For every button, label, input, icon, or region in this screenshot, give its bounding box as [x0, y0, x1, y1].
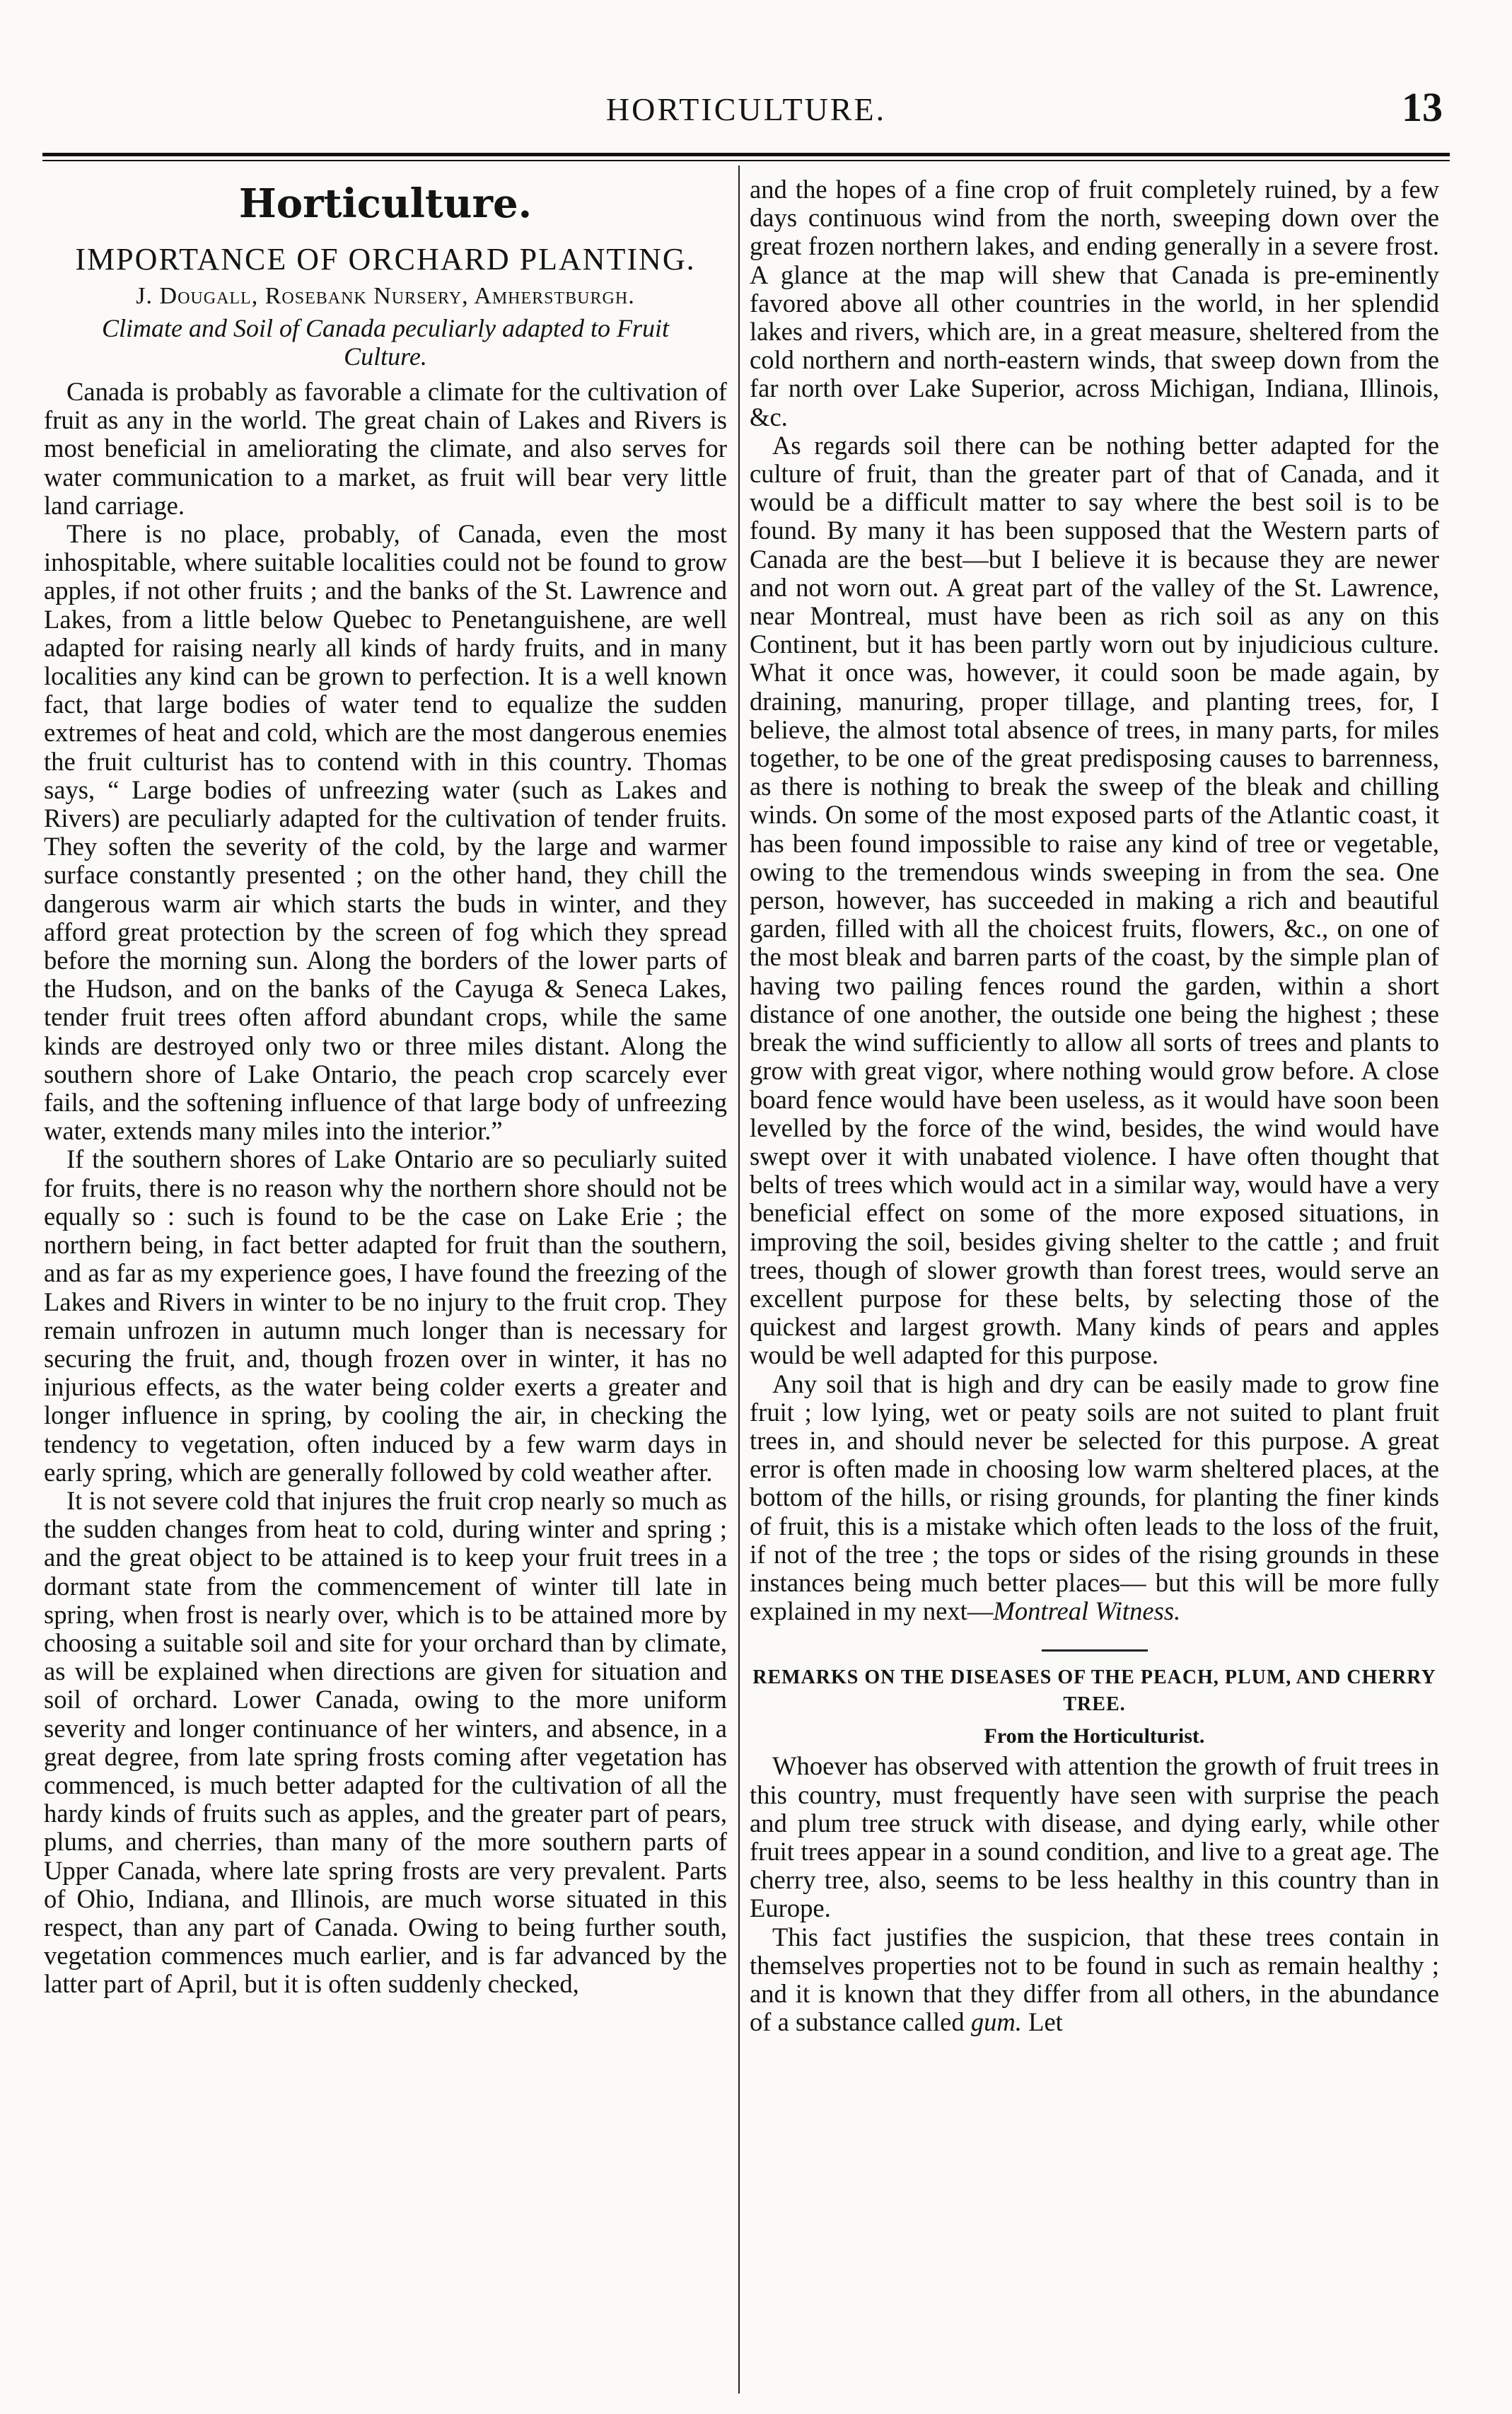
article-separator — [1042, 1649, 1148, 1652]
paragraph — [750, 1370, 1439, 1626]
paragraph: It is not severe cold that injures the fruit crop nearly so much as the sudden changes from heat to cold, during winter and spring ; and the great object to be attained is to keep your fruit trees in a dormant state from the commencement of winter till late in spring, when frost is nearly over, which is to be attained more by choosing a suitable soil and site for your orchard than by climate, as will be explained when directions are given for situation and soil of orchard. Lower Canada, owing to the more uniform severity and longer continuance of her winters, and absence, in a great degree, from late spring frosts coming after vegetation has commenced, is much better adapted for the cultivation of all the hardy kinds of fruits such as apples, and the greater part of pears, plums, and cherries, than many of the more southern parts of Upper Canada, where late spring frosts are very prevalent. Parts of Ohio, Indiana, and Illinois, are much worse situated in this respect, than any part of Canada. Owing to being further south, vegetation commences much earlier, and is far advanced by the latter part of April, but it is often suddenly checked, — [44, 1485, 727, 1999]
header-rule — [42, 153, 1450, 156]
column-divider — [738, 166, 740, 2393]
article-subtitle: Climate and Soil of Canada peculiarly adapted to Fruit Culture. — [102, 314, 669, 371]
paragraph: Whoever has observed with attention the growth of fruit trees in this country, must frequently have seen with surprise the peach and plum tree struck with disease, and dying early, while other fruit trees appear in a sound condition, and live to a great age. The cherry tree, also, seems to be less healthy in this country than in Europe. — [750, 1751, 1439, 1923]
paragraph: If the southern shores of Lake Ontario are so peculiarly suited for fruits, there is no reason why the northern shore should not be equally so : such is found to be the case on Lake Erie ; the northern being, in fact better adapted for fruit than the southern, and as far as my experience goes, I have found the freezing of the Lakes and Rivers in winter to be no injury to the fruit crop. They remain unfrozen in autumn much longer than is necessary for securing the fruit, and, though frozen over in winter, it has no injurious effects, as the water being colder exerts a greater and longer influence in spring, by cooling the air, in checking the tendency to vegetation, often induced by a few warm days in early spring, which are generally followed by cold weather after. — [44, 1144, 727, 1487]
page-number: 13 — [1402, 84, 1443, 130]
left-column — [44, 175, 727, 1999]
paragraph: There is no place, probably, of Canada, even the most inhospitable, where suitable localities could not be found to grow apples, if not other fruits ; and the banks of the St. Lawrence and Lakes, from a little below Quebec to Penetanguishene, are well adapted for raising nearly all kinds of hardy fruits, and in many localities any kind can be grown to perfection. It is a well known fact, that large bodies of water tend to equalize the sudden extremes of heat and cold, which are the most dangerous enemies the fruit culturist has to contend with in this country. Thomas says, “ Large bodies of unfreezing water (such as Lakes and Rivers) are peculiarly adapted for the cultivation of tender fruits. They soften the severity of the cold, by the large and warmer surface constantly presented ; on the other hand, they chill the dangerous warm air which starts the buds in winter, and they afford great protection by the screen of fog which they spread before the morning sun. Along the borders of the lower parts of the Hudson, and on the banks of the Cayuga & Seneca Lakes, tender fruit trees often afford abundant crops, while the same kinds are destroyed only two or three miles distant. Along the southern shore of Lake Ontario, the peach crop scarcely ever fails, and the softening influence of that large body of unfreezing water, extends many miles into the interior.” — [44, 519, 727, 1146]
source-credit: Montreal Witness. — [993, 1596, 1181, 1626]
byline: J. Dougall, Rosebank Nursery, Amherstburgh. — [136, 283, 635, 309]
section-heading: Horticulture. — [238, 180, 533, 227]
running-title: HORTICULTURE. — [605, 91, 887, 127]
article-title: REMARKS ON THE DISEASES OF THE PEACH, PLUM, AND CHERRY TREE. — [752, 1666, 1436, 1716]
article-source: From the Horticulturist. — [984, 1724, 1205, 1748]
header-rule-thin — [42, 160, 1450, 161]
paragraph: As regards soil there can be nothing better adapted for the culture of fruit, than the greater part of that of Canada, and it would be a difficult matter to say where the best soil is to be found. By many it has been supposed that the Western parts of Canada are the best—but I believe it is because they are newer and not worn out. A great part of the valley of the St. Lawrence, near Montreal, must have been as rich soil as any on this Continent, but it has been partly worn out by injudicious culture. What it once was, however, it could soon be made again, by draining, manuring, proper tillage, and planting trees, for, I believe, the almost total absence of trees, in many parts, for miles together, to be one of the great predisposing causes to barrenness, as there is nothing to break the sweep of the bleak and chilling winds. On some of the most exposed parts of the Atlantic coast, it has been found impossible to raise any kind of tree or vegetable, owing to the tremendous winds sweeping in from the sea. One person, however, has succeeded in making a rich and beautiful garden, filled with all the choicest fruits, flowers, &c., on one of the most bleak and barren parts of the coast, by the simple plan of having two pailing fences round the garden, within a short distance of one another, the outside one being the highest ; these break the wind sufficiently to allow all sorts of trees and plants to grow with great vigor, where nothing would grow before. A close board fence would have been useless, as it would have soon been levelled by the force of the wind, besides, the wind would have swept over it with unabated violence. I have often thought that belts of trees which would act in a similar way, would have a very beneficial effect on some of the more exposed situations, in improving the soil, besides giving shelter to the cattle ; and fruit trees, though of slower growth than forest trees, would serve an excellent purpose for these belts, by selecting those of the quickest and largest growth. Many kinds of pears and apples would be well adapted for this purpose. — [750, 430, 1439, 1370]
paragraph — [750, 1923, 1439, 2037]
article-title: IMPORTANCE OF ORCHARD PLANTING. — [75, 242, 696, 277]
paragraph-tail: Let — [1021, 2007, 1063, 2037]
paragraph-continued: and the hopes of a fine crop of fruit completely ruined, by a few days continuous wind from the north, sweeping down over the great frozen northern lakes, and ending generally in a severe frost. A glance at the map will shew that Canada is pre-eminently favored above all other countries in the world, in her splendid lakes and rivers, which are, in a great measure, sheltered from the cold northern and north-eastern winds, that sweep down from the far north over Lake Superior, across Michigan, Indiana, Illinois, &c. — [750, 175, 1439, 431]
right-column — [750, 175, 1439, 2036]
paragraph-text: Any soil that is high and dry can be easily made to grow fine fruit ; low lying, wet or peaty soils are not suited to plant fruit trees in, and should never be selected for this purpose. A great error is often made in choosing low warm sheltered places, at the bottom of the hills, or rising grounds, for planting the finer kinds of fruit, this is a mistake which often leads to the loss of the fruit, if not of the tree ; the tops or sides of the rising grounds in these instances being much better places— but this will be more fully explained in my next— — [750, 1369, 1439, 1626]
paragraph: Canada is probably as favorable a climate for the cultivation of fruit as any in the world. The great chain of Lakes and Rivers is most beneficial in ameliorating the climate, and also serves for water communication to a market, as fruit will bear very little land carriage. — [44, 377, 727, 520]
emphasis: gum. — [970, 2007, 1022, 2037]
paragraph-text: This fact justifies the suspicion, that these trees contain in themselves properties not to be found in such as remain healthy ; and it is known that they differ from all others, in the abundance of a substance called — [750, 1922, 1439, 2037]
